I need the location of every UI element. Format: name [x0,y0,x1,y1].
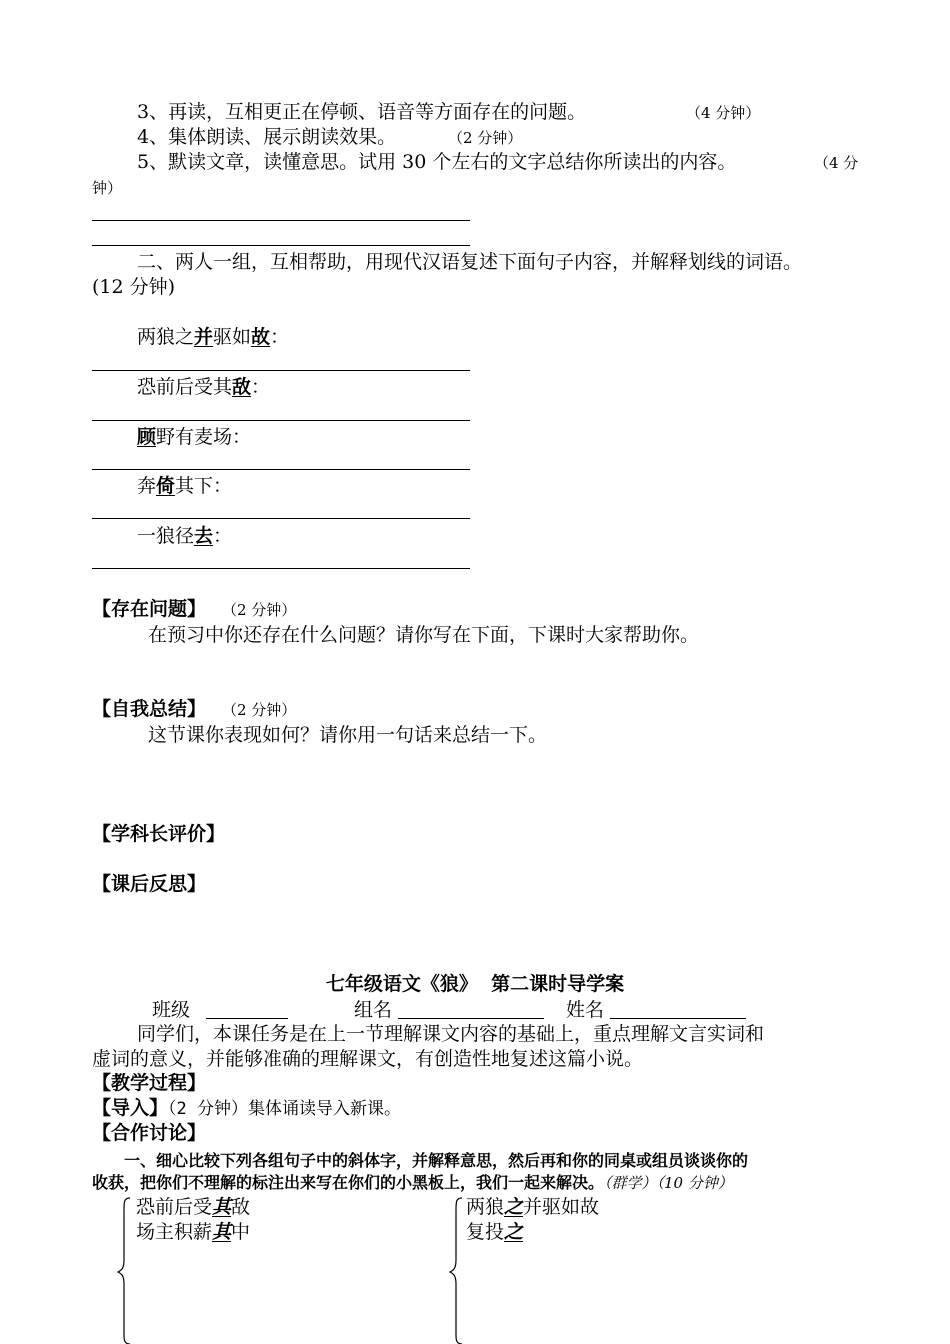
item-3-time: （4 分钟） [686,104,761,122]
summary-heading: 【自我总结】 [92,698,207,720]
left-brace-icon [116,1196,132,1344]
section2-prompt: 二、两人一组，互相帮助，用现代汉语复述下面句子内容，并解释划线的词语。 [137,251,803,273]
underlined-word: 故 [251,326,271,348]
underlined-word: 顾 [137,426,157,448]
group-label: 组名 [354,999,393,1021]
summary-body: 这节课你表现如何？请你用一句话来总结一下。 [148,724,548,746]
underlined-word: 敌 [232,376,252,398]
right-group-brace-icon [448,1196,464,1344]
task-line-1: 一、细心比较下列各组句子中的斜体字，并解释意思，然后再和你的同桌或组员谈谈你的 [124,1151,749,1170]
item-5-time-a: （4 分 [814,154,859,172]
answer-line[interactable] [92,518,470,519]
underlined-word: 并 [194,326,214,348]
answer-line[interactable] [92,568,470,569]
problems-body: 在预习中你还存在什么问题？请你写在下面，下课时大家帮助你。 [148,624,700,646]
sentence-4: 奔倚其下： [137,475,233,497]
reflection-heading: 【课后反思】 [92,873,207,895]
answer-line[interactable] [92,245,470,246]
item-4-time: （2 分钟） [448,129,523,147]
lesson-title: 七年级语文《狼》 第二课时导学案 [325,973,625,995]
class-field[interactable] [206,1000,288,1019]
compare-right-2: 复投之 [466,1221,524,1243]
underlined-word: 去 [194,525,214,547]
evaluation-heading: 【学科长评价】 [92,823,226,845]
item-4: 4、集体朗读、展示朗读效果。 [137,126,397,148]
item-5-time-b: 钟） [92,179,123,197]
intro-line-1: 同学们，本课任务是在上一节理解课文内容的基础上，重点理解文言实词和 [137,1023,765,1045]
sentence-2: 恐前后受其敌： [137,376,271,398]
answer-line[interactable] [92,420,470,421]
compare-right-1: 两狼之并驱如故 [466,1196,600,1218]
task-line-2: 收获，把你们不理解的标注出来写在你们的小黑板上，我们一起来解决。（群学）（10 分钟） [92,1173,733,1192]
problems-heading: 【存在问题】 [92,598,207,620]
name-label: 姓名 [566,999,605,1021]
compare-left-1: 恐前后受其敌 [136,1196,251,1218]
italic-word: 之 [504,1221,524,1243]
sentence-5: 一狼径去： [137,525,233,547]
process-heading: 【教学过程】 [92,1072,207,1094]
underlined-word: 倚 [156,475,176,497]
item-5: 5、默读文章，读懂意思。试用 30 个左右的文字总结你所读出的内容。 [137,151,737,173]
discuss-heading: 【合作讨论】 [92,1122,207,1144]
italic-word: 其 [212,1221,232,1243]
class-label: 班级 [152,999,191,1021]
intro-line-2: 虚词的意义，并能够准确的理解课文，有创造性地复述这篇小说。 [92,1048,644,1070]
item-3: 3、再读，互相更正在停顿、语音等方面存在的问题。 [137,101,587,123]
group-field[interactable] [398,1000,544,1019]
sentence-1: 两狼之并驱如故： [137,326,290,348]
name-field[interactable] [610,1000,746,1019]
italic-word: 其 [212,1196,232,1218]
summary-time: （2 分钟） [222,701,297,719]
section2-time: (12 分钟) [92,276,176,298]
answer-line[interactable] [92,220,470,221]
sentence-3: 顾野有麦场： [137,426,252,448]
answer-line[interactable] [92,370,470,371]
compare-left-2: 场主积薪其中 [136,1221,251,1243]
problems-time: （2 分钟） [222,601,297,619]
answer-line[interactable] [92,469,470,470]
import-row: 【导入】（2 分钟）集体诵读导入新课。 [92,1097,401,1119]
italic-word: 之 [504,1196,524,1218]
